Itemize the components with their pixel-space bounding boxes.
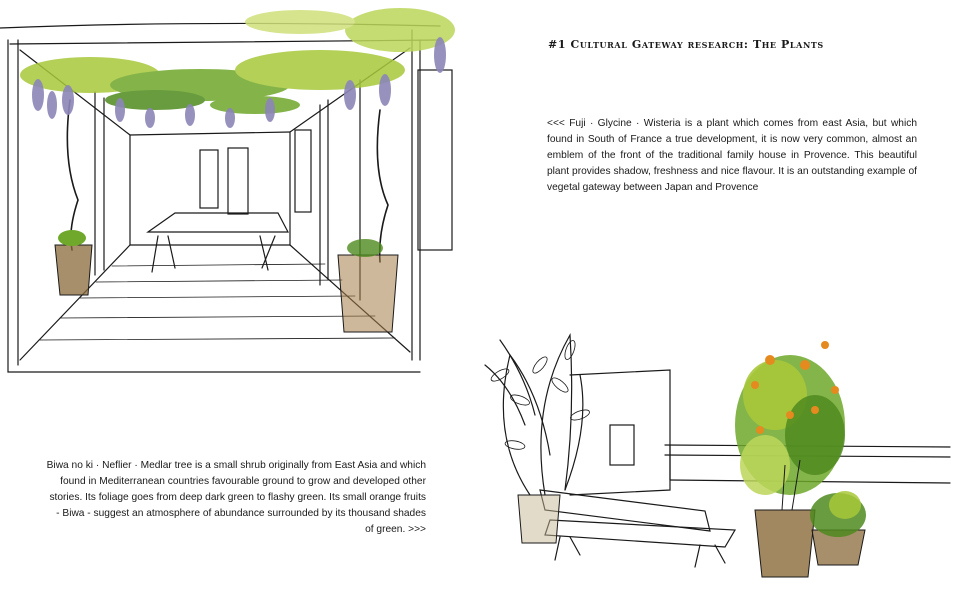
garden-bench-medlar-sketch [470, 315, 963, 597]
medlar-description: Biwa no ki · Neflier · Medlar tree is a small shrub originally from East Asia and which found in Mediterranean countries favourable ground to grow and developed other stories. Its foliage goes from deep dark green to flashy green. Its small orange fruits - Biwa - suggest an atmosphere of abundance surrounded by its thousand shades of green. >>> [46, 460, 426, 535]
wisteria-description: <<< Fuji · Glycine · Wisteria is a plant which comes from east Asia, but which found in South of France a true development, it is now very common, almost an emblem of the front of the traditional family house in Provence. This beautiful plant provides shadow, freshness and nice flavour. It is an outstanding example of vegetal gateway between Japan and Provence [547, 118, 917, 193]
pergola-wisteria-sketch [0, 0, 460, 385]
page-title: #1 Cultural Gateway research: The Plants [548, 38, 824, 51]
